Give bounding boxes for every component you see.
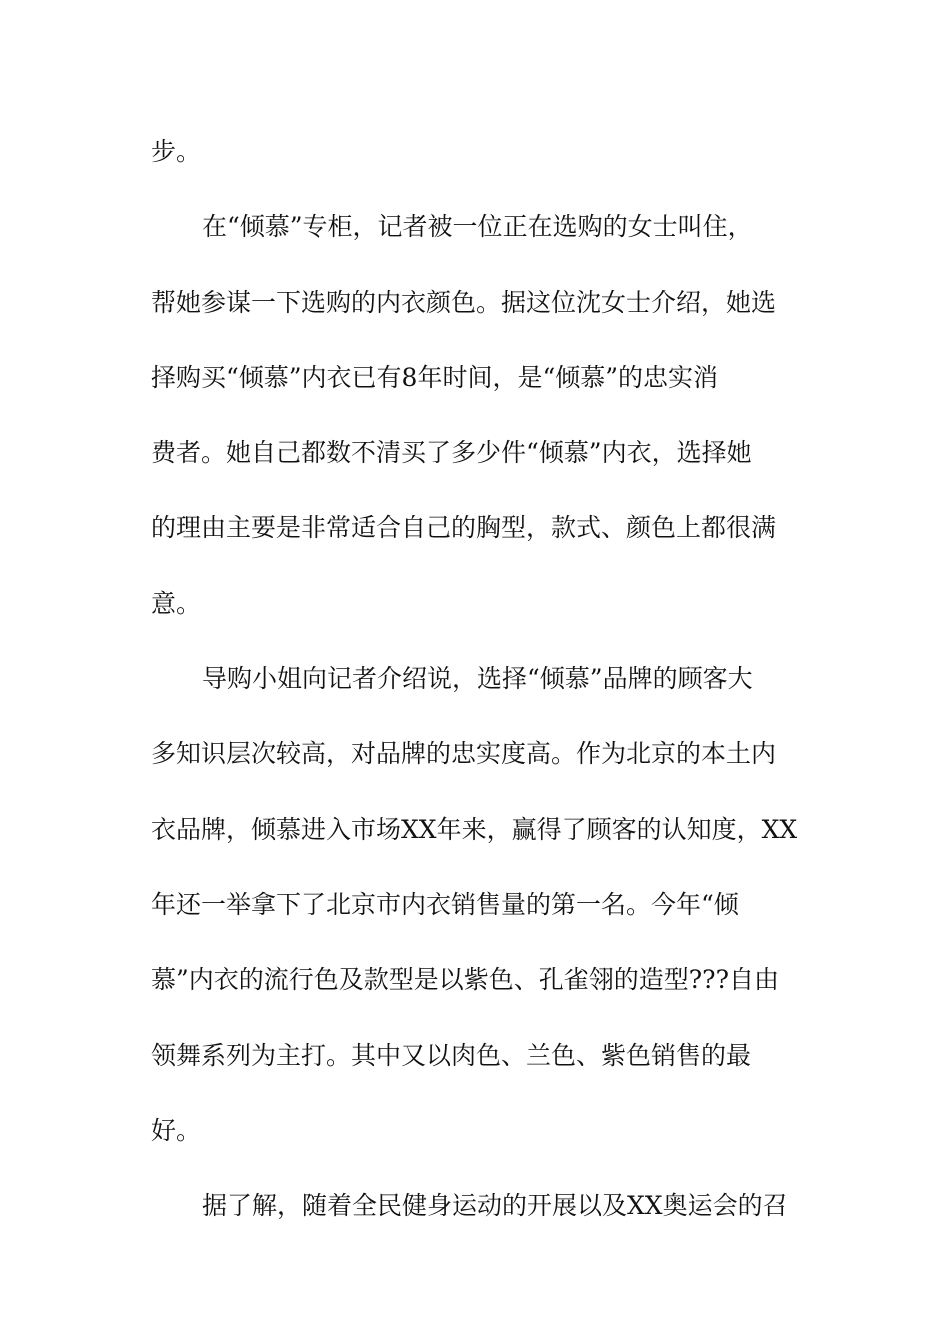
paragraph-first-line: 导购小姐向记者介绍说，选择“倾慕”品牌的顾客大 [202, 664, 753, 694]
text-line: 多知识层次较高，对品牌的忠实度高。作为北京的本土内 [151, 739, 777, 769]
text-line: 费者。她自己都数不清买了多少件“倾慕”内衣，选择她 [151, 438, 752, 468]
text-line: 帮她参谋一下选购的内衣颜色。据这位沈女士介绍，她选 [151, 287, 777, 317]
text-line: 年还一举拿下了北京市内衣销售量的第一名。今年“倾 [151, 889, 739, 919]
paragraph-first-line: 在“倾慕”专柜，记者被一位正在选购的女士叫住， [202, 212, 753, 242]
text-line: 领舞系列为主打。其中又以肉色、兰色、紫色销售的最 [151, 1040, 752, 1070]
paragraph-first-line: 据了解，随着全民健身运动的开展以及XX奥运会的召 [202, 1191, 788, 1221]
text-line: 衣品牌，倾慕进入市场XX年来，赢得了顾客的认知度，XX [151, 814, 798, 844]
text-line: 慕”内衣的流行色及款型是以紫色、孔雀翎的造型???自由 [151, 965, 779, 995]
article-body [151, 128, 811, 1257]
text-line: 的理由主要是非常适合自己的胸型，款式、颜色上都很满 [151, 513, 777, 543]
text-line: 好。 [151, 1115, 202, 1145]
text-line: 择购买“倾慕”内衣已有8年时间，是“倾慕”的忠实消 [151, 362, 719, 392]
text-line: 意。 [151, 588, 202, 618]
text-line: 步。 [151, 137, 202, 166]
